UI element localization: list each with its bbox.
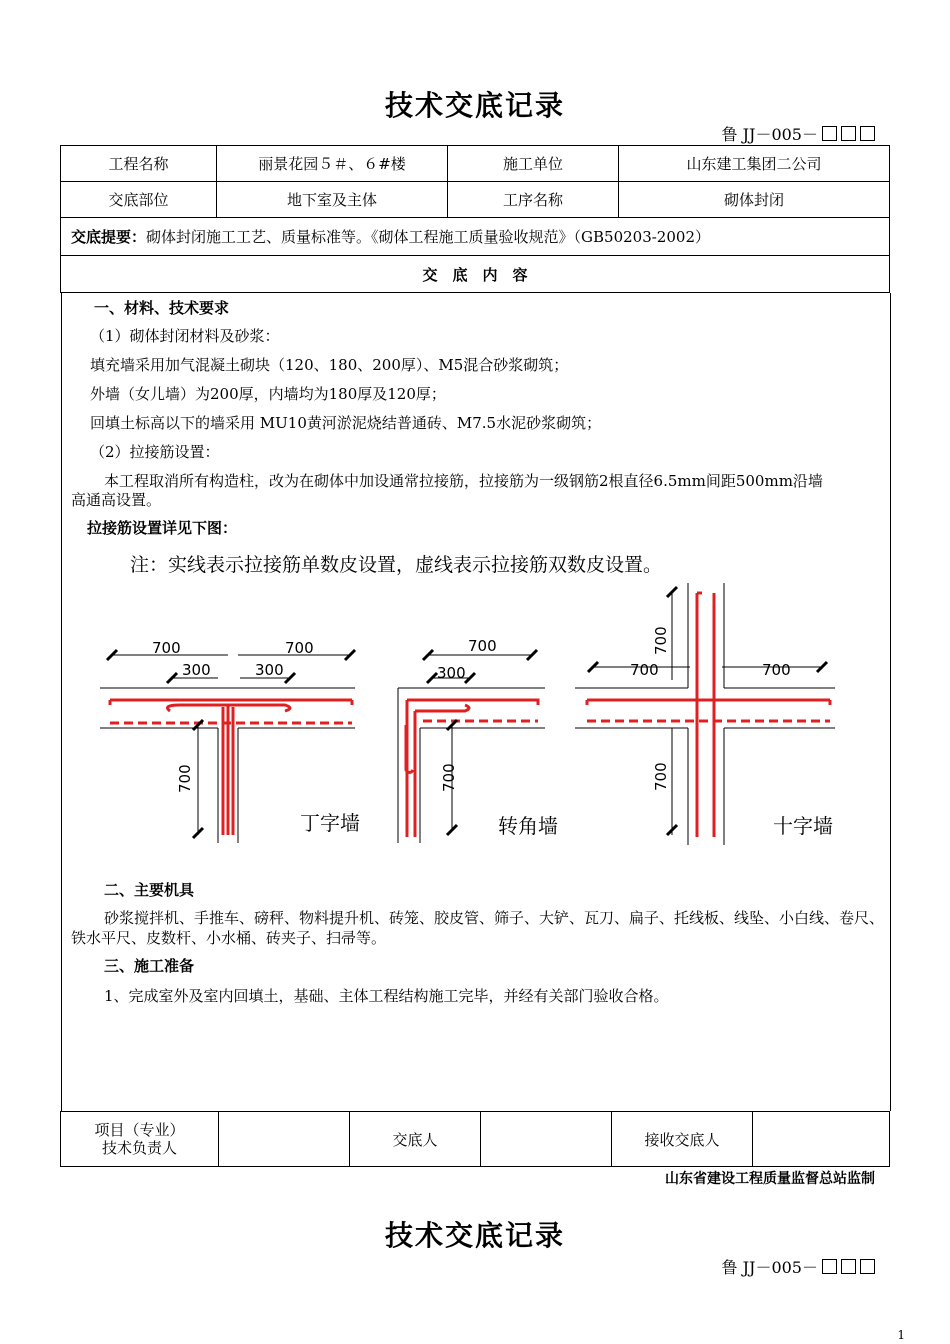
- corner-wall-figure: [398, 637, 558, 843]
- project-name-value: 丽景花园５＃、６#楼: [217, 146, 448, 182]
- t-wall-label: 丁字墙: [300, 811, 360, 835]
- text-line: 1、完成室外及室内回填土，基础、主体工程结构施工完毕，并经有关部门验收合格。: [104, 987, 669, 1005]
- form-code-text: 鲁 JJ－005－: [721, 1258, 818, 1277]
- content-heading: 交 底 内 容: [61, 256, 890, 293]
- dim-label: 700: [762, 661, 791, 679]
- process-value: 砌体封闭: [619, 182, 890, 218]
- corner-wall-label: 转角墙: [498, 814, 558, 838]
- page-number: 1: [897, 1328, 905, 1342]
- dim-label: 700: [152, 639, 181, 657]
- text-line: 回填土标高以下的墙采用 MU10黄河淤泥烧结普通砖、M7.5水泥砂浆砌筑；: [90, 414, 602, 432]
- code-box: [822, 1259, 837, 1274]
- summary-text: 砌体封闭施工工艺、质量标准等。《砌体工程施工质量验收规范》（GB50203-2002）: [146, 228, 710, 246]
- section-1-title: 一、材料、技术要求: [94, 299, 230, 317]
- t-wall-figure: [100, 639, 360, 843]
- presenter-label: 交底人: [350, 1112, 481, 1167]
- rebar-diagram: [90, 545, 870, 865]
- form-code: [722, 122, 875, 145]
- text-line: 本工程取消所有构造柱，改为在砌体中加设通常拉接筋，拉接筋为一级钢筋2根直径6.5mm间距500mm沿墙: [104, 472, 823, 490]
- text-line: 外墙（女儿墙）为200厚，内墙均为180厚及120厚；: [90, 385, 446, 403]
- summary-row: [61, 218, 890, 256]
- diagram-intro: 拉接筋设置详见下图：: [87, 519, 238, 537]
- diagram-note: 注：实线表示拉接筋单数皮设置，虚线表示拉接筋双数皮设置。: [130, 554, 663, 576]
- code-box: [841, 126, 856, 141]
- contractor-label: 施工单位: [448, 146, 619, 182]
- supervise-note: 山东省建设工程质量监督总站监制: [665, 1171, 875, 1187]
- dim-label: 700: [630, 661, 659, 679]
- page-title: 技术交底记录: [384, 89, 565, 122]
- code-box: [860, 1259, 875, 1274]
- dim-label: 700: [176, 764, 194, 793]
- next-form-code: [722, 1255, 875, 1278]
- code-box: [860, 126, 875, 141]
- form-code-text: 鲁 JJ－005－: [721, 125, 818, 144]
- tech-lead-signature: [219, 1112, 350, 1167]
- tech-lead-label: [61, 1112, 219, 1167]
- info-table: [60, 145, 890, 293]
- text-line: 铁水平尺、皮数杆、小水桶、砖夹子、扫帚等。: [71, 929, 387, 947]
- text-line: 砂浆搅拌机、手推车、磅秤、物料提升机、砖笼、胶皮管、筛子、大铲、瓦刀、扁子、托线板、线坠、小白线、卷尺、: [104, 909, 885, 927]
- dim-label: 300: [255, 661, 284, 679]
- contractor-value: 山东建工集团二公司: [619, 146, 890, 182]
- tech-lead-line-1: 项目（专业）: [94, 1121, 185, 1139]
- location-label: 交底部位: [61, 182, 217, 218]
- presenter-signature: [481, 1112, 612, 1167]
- dim-label: 700: [285, 639, 314, 657]
- section-2-title: 二、主要机具: [104, 881, 195, 899]
- tech-lead-line-2: 技术负责人: [101, 1139, 177, 1157]
- cross-wall-label: 十字墙: [773, 814, 833, 838]
- signature-table: [60, 1111, 890, 1167]
- dim-label: 700: [468, 637, 497, 655]
- dim-label: 300: [182, 661, 211, 679]
- location-value: 地下室及主体: [217, 182, 448, 218]
- text-line: 高通高设置。: [71, 491, 162, 509]
- dim-label: 700: [652, 762, 670, 791]
- receiver-label: 接收交底人: [612, 1112, 753, 1167]
- text-line: （2）拉接筋设置：: [90, 443, 220, 461]
- cross-wall-figure: [575, 583, 835, 845]
- next-page-title: 技术交底记录: [384, 1219, 565, 1252]
- dim-label: 300: [437, 664, 466, 682]
- section-3-title: 三、施工准备: [104, 957, 195, 975]
- summary-label: 交底提要：: [71, 228, 147, 246]
- dim-label: 700: [652, 626, 670, 655]
- project-name-label: 工程名称: [61, 146, 217, 182]
- dim-label: 700: [440, 763, 458, 792]
- code-box: [841, 1259, 856, 1274]
- text-line: 填充墙采用加气混凝土砌块（120、180、200厚）、M5混合砂浆砌筑；: [90, 356, 569, 374]
- process-label: 工序名称: [448, 182, 619, 218]
- receiver-signature: [753, 1112, 890, 1167]
- code-box: [822, 126, 837, 141]
- text-line: （1）砌体封闭材料及砂浆：: [90, 327, 280, 345]
